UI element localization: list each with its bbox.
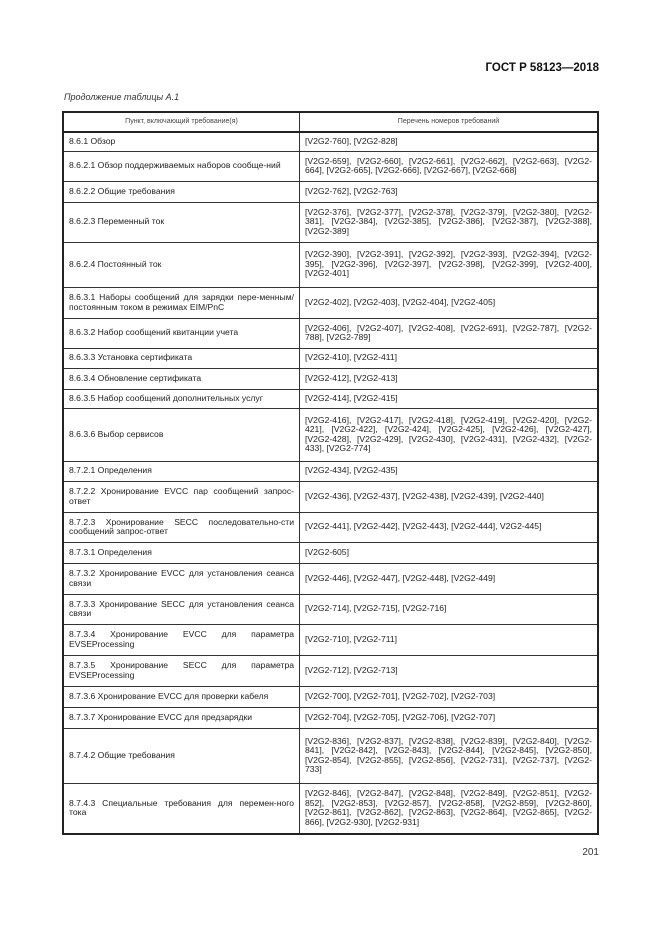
table-row: [63, 461, 598, 481]
table-row: [63, 624, 598, 655]
table-row: [63, 783, 598, 834]
table-row: [63, 242, 598, 287]
requirements-cell: [V2G2-434], [V2G2-435]: [300, 461, 599, 481]
column-header-requirements: Перечень номеров требований: [300, 112, 599, 132]
table-row: [63, 132, 598, 151]
requirements-cell: [V2G2-605]: [300, 542, 599, 563]
clause-cell: 8.6.3.2 Набор сообщений квитанции учета: [63, 318, 300, 348]
standard-header: ГОСТ Р 58123—2018: [485, 62, 599, 74]
requirements-cell: [V2G2-700], [V2G2-701], [V2G2-702], [V2G2-703]: [300, 686, 599, 707]
clause-cell: 8.7.2.2 Хронирование EVCC пар сообщений запрос-ответ: [63, 481, 300, 512]
clause-cell: 8.6.1 Обзор: [63, 132, 300, 151]
clause-cell: 8.6.2.3 Переменный ток: [63, 202, 300, 242]
requirements-cell: [V2G2-446], [V2G2-447], [V2G2-448], [V2G2-449]: [300, 563, 599, 594]
requirements-cell: [V2G2-412], [V2G2-413]: [300, 368, 599, 389]
requirements-cell: [V2G2-436], [V2G2-437], [V2G2-438], [V2G2-439], [V2G2-440]: [300, 481, 599, 512]
table-header-row: [63, 112, 598, 132]
requirements-cell: [V2G2-714], [V2G2-715], [V2G2-716]: [300, 594, 599, 624]
requirements-cell: [V2G2-762], [V2G2-763]: [300, 181, 599, 202]
clause-cell: 8.6.3.1 Наборы сообщений для зарядки пере-менным/постоянным током в режимах EIM/PnC: [63, 287, 300, 318]
table-row: [63, 707, 598, 728]
requirements-cell: [V2G2-710], [V2G2-711]: [300, 624, 599, 655]
clause-cell: 8.6.3.5 Набор сообщений дополнительных услуг: [63, 389, 300, 408]
requirements-cell: [V2G2-846], [V2G2-847], [V2G2-848], [V2G2-849], [V2G2-851], [V2G2-852], [V2G2-853], [V2G2-857], [V2G2-858], [V2G2-859], [V2G2-860], [V2G2-861], [V2G2-862], [V2G2-863], [V2G2-864], [V2G2-865], [V2G2-866], [V2G2-930], [V2G2-931]: [300, 783, 599, 834]
clause-cell: 8.6.3.4 Обновление сертификата: [63, 368, 300, 389]
requirements-table: [62, 111, 599, 835]
requirements-cell: [V2G2-390], [V2G2-391], [V2G2-392], [V2G2-393], [V2G2-394], [V2G2-395], [V2G2-396], [V2G2-397], [V2G2-398], [V2G2-399], [V2G2-400], [V2G2-401]: [300, 242, 599, 287]
table-row: [63, 728, 598, 783]
requirements-cell: [V2G2-704], [V2G2-705], [V2G2-706], [V2G2-707]: [300, 707, 599, 728]
table-row: [63, 481, 598, 512]
clause-cell: 8.7.4.3 Специальные требования для перемен-ного тока: [63, 783, 300, 834]
clause-cell: 8.7.3.1 Определения: [63, 542, 300, 563]
requirements-cell: [V2G2-659], [V2G2-660], [V2G2-661], [V2G2-662], [V2G2-663], [V2G2-664], [V2G2-665], [V2G2-666], [V2G2-667], [V2G2-668]: [300, 151, 599, 181]
table-row: [63, 686, 598, 707]
requirements-cell: [V2G2-760], [V2G2-828]: [300, 132, 599, 151]
table-row: [63, 563, 598, 594]
table-row: [63, 594, 598, 624]
requirements-cell: [V2G2-441], [V2G2-442], [V2G2-443], [V2G2-444], V2G2-445]: [300, 512, 599, 542]
table-row: [63, 408, 598, 461]
table-row: [63, 655, 598, 686]
clause-cell: 8.7.3.3 Хронирование SECC для установления сеанса связи: [63, 594, 300, 624]
requirements-cell: [V2G2-414], [V2G2-415]: [300, 389, 599, 408]
table-row: [63, 202, 598, 242]
clause-cell: 8.7.3.7 Хронирование EVCC для предзарядки: [63, 707, 300, 728]
clause-cell: 8.7.3.2 Хронирование EVCC для установления сеанса связи: [63, 563, 300, 594]
table-row: [63, 151, 598, 181]
clause-cell: 8.6.2.4 Постоянный ток: [63, 242, 300, 287]
clause-cell: 8.6.3.6 Выбор сервисов: [63, 408, 300, 461]
table-row: [63, 287, 598, 318]
requirements-cell: [V2G2-416], [V2G2-417], [V2G2-418], [V2G2-419], [V2G2-420], [V2G2-421], [V2G2-422], [V2G2-424], [V2G2-425], [V2G2-426], [V2G2-427], [V2G2-428], [V2G2-429], [V2G2-430], [V2G2-431], [V2G2-432], [V2G2-433], [V2G2-774]: [300, 408, 599, 461]
table-row: [63, 512, 598, 542]
clause-cell: 8.6.2.2 Общие требования: [63, 181, 300, 202]
table-row: [63, 389, 598, 408]
page-number: 201: [582, 847, 599, 858]
clause-cell: 8.7.3.6 Хронирование EVCC для проверки кабеля: [63, 686, 300, 707]
requirements-cell: [V2G2-376], [V2G2-377], [V2G2-378], [V2G2-379], [V2G2-380], [V2G2-381], [V2G2-384], [V2G2-385], [V2G2-386], [V2G2-387], [V2G2-388], [V2G2-389]: [300, 202, 599, 242]
clause-cell: 8.7.2.3 Хронирование SECC последовательно-сти сообщений запрос-ответ: [63, 512, 300, 542]
requirements-cell: [V2G2-402], [V2G2-403], [V2G2-404], [V2G2-405]: [300, 287, 599, 318]
column-header-clause: Пункт, включающий требование(я): [63, 112, 300, 132]
clause-cell: 8.7.2.1 Определения: [63, 461, 300, 481]
clause-cell: 8.7.3.4 Хронирование EVCC для параметра EVSEProcessing: [63, 624, 300, 655]
clause-cell: 8.6.3.3 Установка сертификата: [63, 348, 300, 368]
table-row: [63, 542, 598, 563]
requirements-cell: [V2G2-410], [V2G2-411]: [300, 348, 599, 368]
table-row: [63, 181, 598, 202]
clause-cell: 8.6.2.1 Обзор поддерживаемых наборов сообще-ний: [63, 151, 300, 181]
requirements-cell: [V2G2-406], [V2G2-407], [V2G2-408], [V2G2-691], [V2G2-787], [V2G2-788], [V2G2-789]: [300, 318, 599, 348]
clause-cell: 8.7.4.2 Общие требования: [63, 728, 300, 783]
clause-cell: 8.7.3.5 Хронирование SECC для параметра EVSEProcessing: [63, 655, 300, 686]
table-row: [63, 368, 598, 389]
table-row: [63, 318, 598, 348]
table-row: [63, 348, 598, 368]
requirements-cell: [V2G2-712], [V2G2-713]: [300, 655, 599, 686]
requirements-cell: [V2G2-836], [V2G2-837], [V2G2-838], [V2G2-839], [V2G2-840], [V2G2-841], [V2G2-842], [V2G2-843], [V2G2-844], [V2G2-845], [V2G2-850], [V2G2-854], [V2G2-855], [V2G2-856], [V2G2-731], [V2G2-737], [V2G2-733]: [300, 728, 599, 783]
table-caption: Продолжение таблицы А.1: [64, 92, 180, 102]
